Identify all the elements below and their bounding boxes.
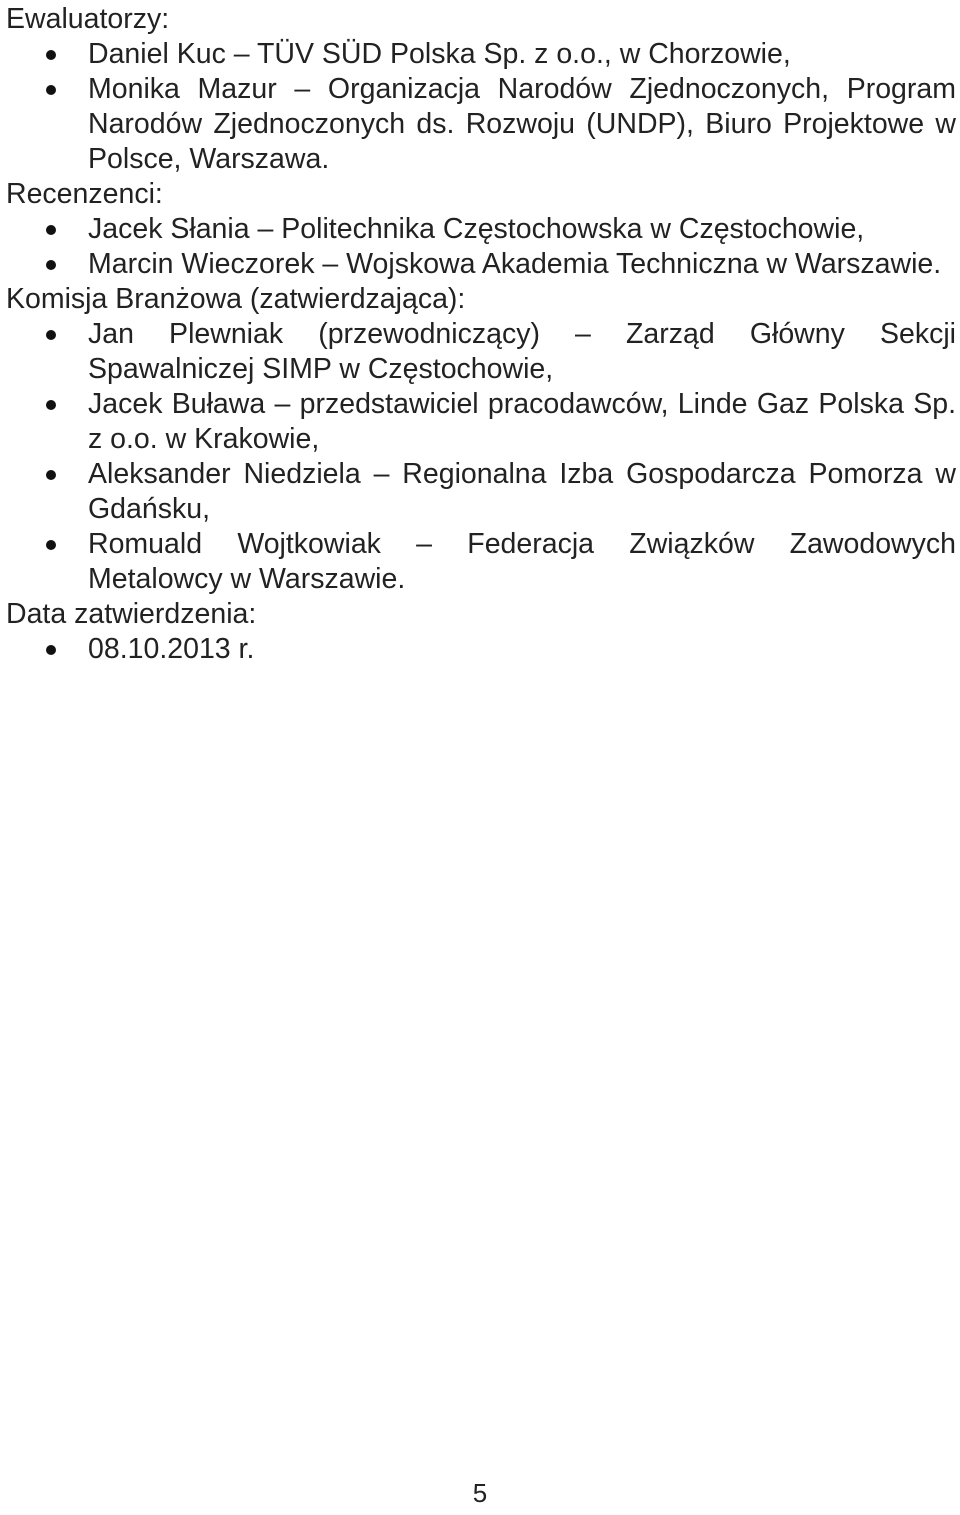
list-item: Romuald Wojtkowiak – Federacja Związków Zawodowych Metalowcy w Warszawie.: [6, 527, 956, 597]
section-heading-reviewers: Recenzenci:: [6, 178, 163, 210]
list-item: Daniel Kuc – TÜV SÜD Polska Sp. z o.o., w Chorzowie,: [6, 37, 956, 72]
section-heading-approval-date: Data zatwierdzenia:: [6, 598, 257, 630]
list-item: Jacek Słania – Politechnika Częstochowska w Częstochowie,: [6, 212, 956, 247]
list-item: Aleksander Niedziela – Regionalna Izba Gospodarcza Pomorza w Gdańsku,: [6, 457, 956, 527]
list-item: Jan Plewniak (przewodniczący) – Zarząd Główny Sekcji Spawalniczej SIMP w Częstochowie,: [6, 317, 956, 387]
list-item: 08.10.2013 r.: [6, 632, 956, 667]
section-approval-date: [6, 597, 956, 667]
section-evaluators: [6, 2, 956, 177]
section-heading-committee: Komisja Branżowa (zatwierdzająca):: [6, 283, 466, 315]
list-item: Marcin Wieczorek – Wojskowa Akademia Techniczna w Warszawie.: [6, 247, 956, 282]
reviewers-list: [6, 212, 956, 282]
evaluators-list: [6, 37, 956, 177]
list-item: Monika Mazur – Organizacja Narodów Zjednoczonych, Program Narodów Zjednoczonych ds. Rozwoju (UNDP), Biuro Projektowe w Polsce, Warszawa.: [6, 72, 956, 177]
page-number: 5: [472, 1478, 488, 1508]
document-body: [6, 2, 956, 667]
section-heading-evaluators: Ewaluatorzy:: [6, 3, 170, 35]
approval-date-list: [6, 632, 956, 667]
section-committee: [6, 282, 956, 597]
list-item: Jacek Buława – przedstawiciel pracodawców, Linde Gaz Polska Sp. z o.o. w Krakowie,: [6, 387, 956, 457]
section-reviewers: [6, 177, 956, 282]
committee-list: [6, 317, 956, 597]
